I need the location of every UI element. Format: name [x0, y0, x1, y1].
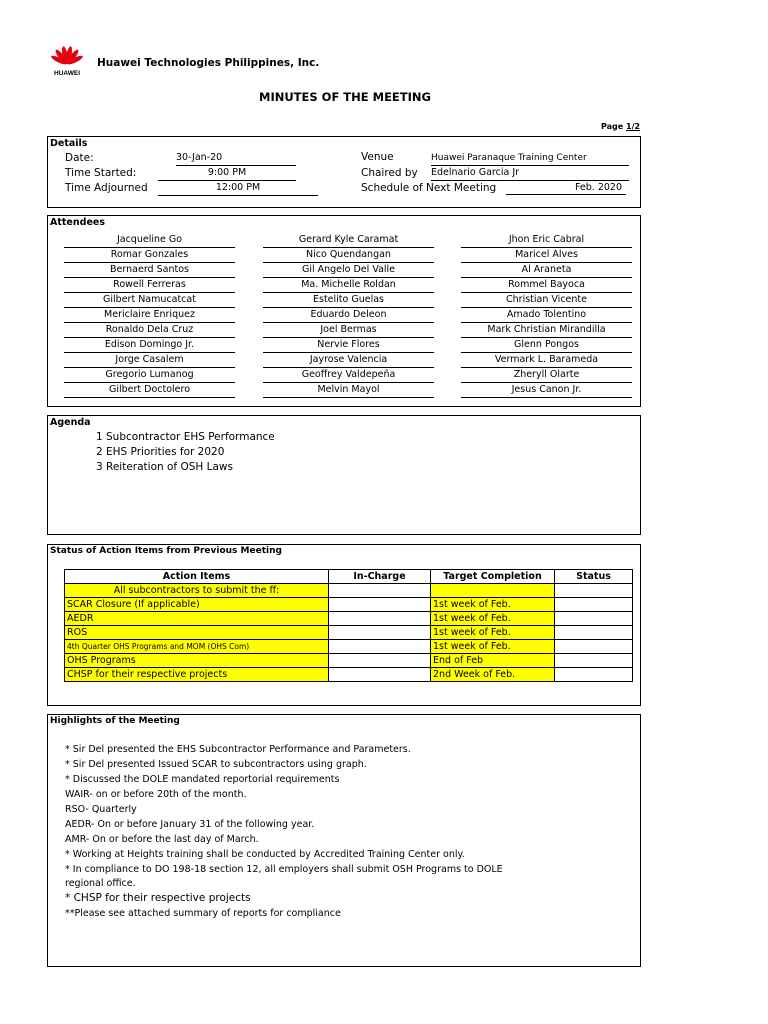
highlight-line: * Discussed the DOLE mandated reportorial requirements	[65, 774, 340, 785]
action-item-cell: 4th Quarter OHS Programs and MOM (OHS Com)	[65, 640, 329, 654]
highlight-line: * CHSP for their respective projects	[65, 892, 251, 904]
venue-label: Venue	[361, 151, 394, 163]
attendee-name: Christian Vicente	[461, 293, 632, 308]
status-cell	[555, 598, 633, 612]
attendee-name: Geoffrey Valdepeña	[263, 368, 434, 383]
agenda-item: 2 EHS Priorities for 2020	[96, 446, 225, 458]
in-charge-cell	[329, 612, 431, 626]
in-charge-cell	[329, 598, 431, 612]
header-action-items: Action Items	[65, 570, 329, 584]
time-adjourned-label: Time Adjourned	[65, 182, 148, 194]
target-completion-cell: 1st week of Feb.	[431, 612, 555, 626]
attendee-name: Jayrose Valencia	[263, 353, 434, 368]
attendee-name: Vermark L. Barameda	[461, 353, 632, 368]
attendee-name: Glenn Pongos	[461, 338, 632, 353]
attendee-name: Mericlaire Enriquez	[64, 308, 235, 323]
attendee-name: Ronaldo Dela Cruz	[64, 323, 235, 338]
attendee-name: Al Araneta	[461, 263, 632, 278]
attendees-section	[47, 215, 641, 407]
highlight-line: * Sir Del presented the EHS Subcontractor Performance and Parameters.	[65, 744, 411, 755]
agenda-item: 3 Reiteration of OSH Laws	[96, 461, 233, 473]
time-started-value: 9:00 PM	[158, 167, 296, 181]
table-row	[65, 654, 633, 668]
attendees-title: Attendees	[50, 217, 105, 228]
header-status: Status	[555, 570, 633, 584]
attendee-name: Gregorio Lumanog	[64, 368, 235, 383]
status-cell	[555, 668, 633, 682]
in-charge-cell	[329, 626, 431, 640]
date-value: 30-Jan-20	[176, 152, 296, 166]
attendee-name: Edison Domingo Jr.	[64, 338, 235, 353]
agenda-section	[47, 415, 641, 535]
details-section	[47, 136, 641, 208]
svg-text:HUAWEI: HUAWEI	[54, 70, 80, 76]
table-header-row	[65, 570, 633, 584]
page-title: MINUTES OF THE MEETING	[259, 90, 431, 104]
highlights-section	[47, 714, 641, 967]
page-number: Page 1/2	[601, 122, 641, 131]
action-item-cell: AEDR	[65, 612, 329, 626]
highlight-line: * Working at Heights training shall be conducted by Accredited Training Center only.	[65, 849, 465, 860]
table-row	[65, 668, 633, 682]
highlight-line: * In compliance to DO 198-18 section 12, all employers shall submit OSH Programs to DOLE	[65, 864, 503, 875]
details-title: Details	[50, 138, 88, 149]
highlight-line: RSO- Quarterly	[65, 804, 137, 815]
attendee-name: Rowell Ferreras	[64, 278, 235, 293]
chaired-by-value: Edelnario Garcia Jr	[431, 167, 629, 181]
header-target-completion: Target Completion	[431, 570, 555, 584]
target-completion-cell: 2nd Week of Feb.	[431, 668, 555, 682]
highlight-line: * Sir Del presented Issued SCAR to subcontractors using graph.	[65, 759, 367, 770]
attendee-name: Gerard Kyle Caramat	[263, 233, 434, 248]
agenda-title: Agenda	[50, 417, 91, 428]
attendee-name: Nervie Flores	[263, 338, 434, 353]
header-in-charge: In-Charge	[329, 570, 431, 584]
action-item-cell: All subcontractors to submit the ff:	[65, 584, 329, 598]
highlight-line: regional office.	[65, 878, 136, 889]
table-row	[65, 584, 633, 598]
attendee-name: Jacqueline Go	[64, 233, 235, 248]
target-completion-cell	[431, 584, 555, 598]
attendee-name: Nico Quendangan	[263, 248, 434, 263]
time-adjourned-value: 12:00 PM	[158, 182, 318, 196]
attendee-name: Ma. Michelle Roldan	[263, 278, 434, 293]
highlights-title: Highlights of the Meeting	[50, 716, 180, 726]
target-completion-cell: 1st week of Feb.	[431, 640, 555, 654]
table-row	[65, 626, 633, 640]
date-label: Date:	[65, 152, 94, 164]
huawei-logo-icon	[44, 42, 90, 76]
attendee-name: Romar Gonzales	[64, 248, 235, 263]
company-name: Huawei Technologies Philippines, Inc.	[97, 57, 320, 69]
highlight-line: WAIR- on or before 20th of the month.	[65, 789, 247, 800]
attendee-name: Maricel Alves	[461, 248, 632, 263]
time-started-label: Time Started:	[65, 167, 137, 179]
action-item-cell: ROS	[65, 626, 329, 640]
action-items-section	[47, 544, 641, 706]
venue-value: Huawei Paranaque Training Center	[431, 152, 629, 166]
in-charge-cell	[329, 654, 431, 668]
status-cell	[555, 640, 633, 654]
next-meeting-label: Schedule of Next Meeting	[361, 182, 497, 194]
attendee-name: Mark Christian Mirandilla	[461, 323, 632, 338]
attendee-name: Jorge Casalem	[64, 353, 235, 368]
target-completion-cell: 1st week of Feb.	[431, 598, 555, 612]
attendee-name: Gil Angelo Del Valle	[263, 263, 434, 278]
attendee-name: Estelito Guelas	[263, 293, 434, 308]
action-item-cell: SCAR Closure (If applicable)	[65, 598, 329, 612]
action-items-title: Status of Action Items from Previous Meeting	[50, 546, 282, 556]
in-charge-cell	[329, 584, 431, 598]
attendee-name: Gilbert Doctolero	[64, 383, 235, 398]
attendee-name: Melvin Mayol	[263, 383, 434, 398]
table-row	[65, 640, 633, 654]
in-charge-cell	[329, 668, 431, 682]
next-meeting-value: Feb. 2020	[506, 182, 626, 195]
attendee-name: Joel Bermas	[263, 323, 434, 338]
attendee-name: Jhon Eric Cabral	[461, 233, 632, 248]
table-row	[65, 612, 633, 626]
target-completion-cell: 1st week of Feb.	[431, 626, 555, 640]
action-item-cell: OHS Programs	[65, 654, 329, 668]
attendee-name: Zheryll Olarte	[461, 368, 632, 383]
action-item-cell: CHSP for their respective projects	[65, 668, 329, 682]
action-items-table	[64, 569, 633, 682]
in-charge-cell	[329, 640, 431, 654]
status-cell	[555, 626, 633, 640]
attendee-name: Bernaerd Santos	[64, 263, 235, 278]
table-row	[65, 598, 633, 612]
highlight-line: **Please see attached summary of reports for compliance	[65, 908, 341, 919]
status-cell	[555, 612, 633, 626]
highlight-line: AMR- On or before the last day of March.	[65, 834, 259, 845]
status-cell	[555, 584, 633, 598]
attendee-name: Jesus Canon Jr.	[461, 383, 632, 398]
attendee-name: Amado Tolentino	[461, 308, 632, 323]
attendee-name: Rommel Bayoca	[461, 278, 632, 293]
target-completion-cell: End of Feb	[431, 654, 555, 668]
status-cell	[555, 654, 633, 668]
agenda-item: 1 Subcontractor EHS Performance	[96, 431, 275, 443]
highlight-line: AEDR- On or before January 31 of the following year.	[65, 819, 315, 830]
chaired-by-label: Chaired by	[361, 167, 418, 179]
attendee-name: Eduardo Deleon	[263, 308, 434, 323]
attendee-name: Gilbert Namucatcat	[64, 293, 235, 308]
